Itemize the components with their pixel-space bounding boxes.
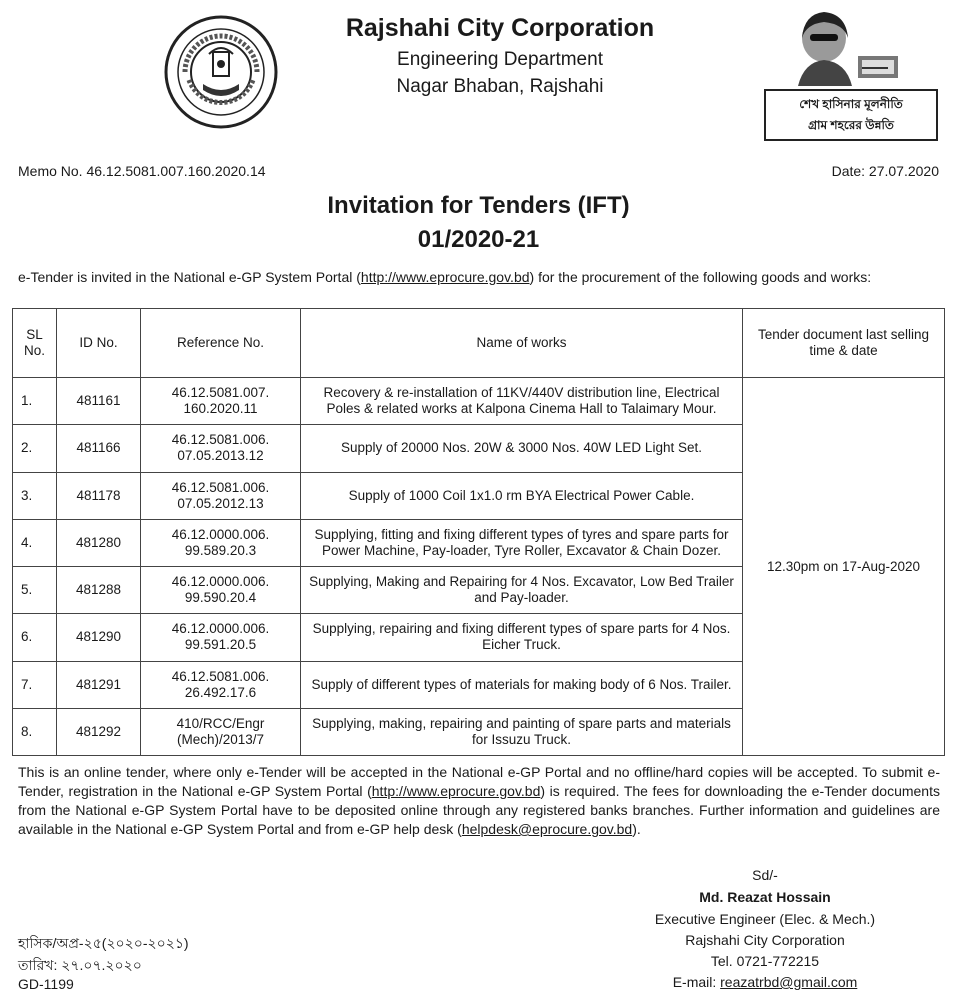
bangla-date: তারিখ: ২৭.০৭.২০২০ [18,957,142,973]
header-reference: Reference No. [141,309,301,378]
intro-text-before: e-Tender is invited in the National e-GP System Portal ( [18,269,361,285]
signatory-telephone: Tel. 0721-772215 [710,953,820,969]
cell-name-of-works: Supply of 1000 Coil 1x1.0 rm BYA Electrical Power Cable. [301,472,743,519]
helpdesk-email-link[interactable]: helpdesk@eprocure.gov.bd [461,821,633,837]
slogan-line-2: গ্রাম শহরের উন্নতি [808,118,894,132]
table-header-row [13,309,945,378]
intro-text-after: ) for the procurement of the following goods and works: [529,269,872,285]
notice-text-3: ). [632,821,641,837]
signatory-email-link[interactable]: reazatrbd@gmail.com [720,974,858,990]
cell-id: 481291 [57,661,141,708]
cell-sl: 1. [13,378,57,425]
cell-sl: 7. [13,661,57,708]
cell-reference: 46.12.5081.006. 07.05.2012.13 [141,472,301,519]
cell-id: 481280 [57,519,141,566]
cell-sl: 6. [13,614,57,661]
department-name: Engineering Department [397,49,603,70]
slogan-line-1: শেখ হাসিনার মূলনীতি [799,97,903,111]
cell-id: 481178 [57,472,141,519]
cell-sl: 8. [13,708,57,755]
memo-number: Memo No. 46.12.5081.007.160.2020.14 [18,163,266,179]
ift-title: Invitation for Tenders (IFT) [327,192,630,219]
bangla-memo-reference: হাসিক/অপ্র-২৫(২০২০-২০২১) [18,935,189,951]
memo-date: Date: 27.07.2020 [831,163,939,179]
signatory-organization: Rajshahi City Corporation [685,932,845,948]
eprocure-link[interactable]: http://www.eprocure.gov.bd [360,269,530,285]
cell-id: 481292 [57,708,141,755]
cell-sl: 2. [13,425,57,472]
ift-number: 01/2020-21 [417,226,540,253]
header-deadline: Tender document last selling time & date [743,309,945,378]
org-address: Nagar Bhaban, Rajshahi [396,76,604,97]
org-name: Rajshahi City Corporation [345,14,655,42]
cell-reference: 46.12.5081.007. 160.2020.11 [141,378,301,425]
portrait-image [788,8,906,86]
eprocure-link-2[interactable]: http://www.eprocure.gov.bd [371,783,541,799]
signatory-designation: Executive Engineer (Elec. & Mech.) [654,911,876,927]
cell-reference: 46.12.5081.006. 26.492.17.6 [141,661,301,708]
cell-deadline: 12.30pm on 17-Aug-2020 [743,378,945,756]
cell-sl: 4. [13,519,57,566]
signatory-email-line [600,973,930,992]
cell-name-of-works: Supplying, Making and Repairing for 4 Nos. Excavator, Low Bed Trailer and Pay-loader. [301,567,743,614]
cell-id: 481166 [57,425,141,472]
cell-name-of-works: Supplying, making, repairing and painting of spare parts and materials for Issuzu Truck. [301,708,743,755]
intro-paragraph [18,268,940,287]
header-id: ID No. [57,309,141,378]
cell-name-of-works: Supplying, repairing and fixing different types of spare parts for 4 Nos. Eicher Truck. [301,614,743,661]
email-label: E-mail: [672,974,721,990]
header-name-of-works: Name of works [301,309,743,378]
cell-reference: 410/RCC/Engr (Mech)/2013/7 [141,708,301,755]
cell-reference: 46.12.0000.006. 99.589.20.3 [141,519,301,566]
signature-sd: Sd/- [752,867,778,883]
table-row [13,378,945,425]
cell-id: 481290 [57,614,141,661]
cell-sl: 3. [13,472,57,519]
tender-table [12,308,945,756]
cell-name-of-works: Supplying, fitting and fixing different types of tyres and spare parts for Power Machine, Pay-loader, Tyre Roller, Excavator & Chain Dozer. [301,519,743,566]
cell-name-of-works: Supply of different types of materials for making body of 6 Nos. Trailer. [301,661,743,708]
notice-text-1: This is an online tender, where only e-Tender will be accepted in the National e-GP Portal and no offline/hard copies will be accepted. To submit e-Tender, registration in the National e-GP System Portal ( [18,764,940,799]
cell-reference: 46.12.0000.006. 99.590.20.4 [141,567,301,614]
gd-number: GD-1199 [18,976,74,992]
cell-reference: 46.12.0000.006. 99.591.20.5 [141,614,301,661]
cell-reference: 46.12.5081.006. 07.05.2013.12 [141,425,301,472]
cell-name-of-works: Recovery & re-installation of 11KV/440V distribution line, Electrical Poles & related works at Kalpona Cinema Hall to Talaimary Mour. [301,378,743,425]
slogan-box [764,89,938,141]
cell-id: 481161 [57,378,141,425]
header-sl: SL No. [13,309,57,378]
cell-id: 481288 [57,567,141,614]
notice-text-2: ) is required. The fees for downloading the e-Tender documents from the National e-GP System Portal have to be deposited online through any registered banks branches. Further information and guidelines are available in the National e-GP System Portal and from e-GP help desk ( [18,783,940,837]
cell-sl: 5. [13,567,57,614]
cell-name-of-works: Supply of 20000 Nos. 20W & 3000 Nos. 40W LED Light Set. [301,425,743,472]
notice-paragraph [18,763,940,839]
signatory-name: Md. Reazat Hossain [699,889,831,905]
